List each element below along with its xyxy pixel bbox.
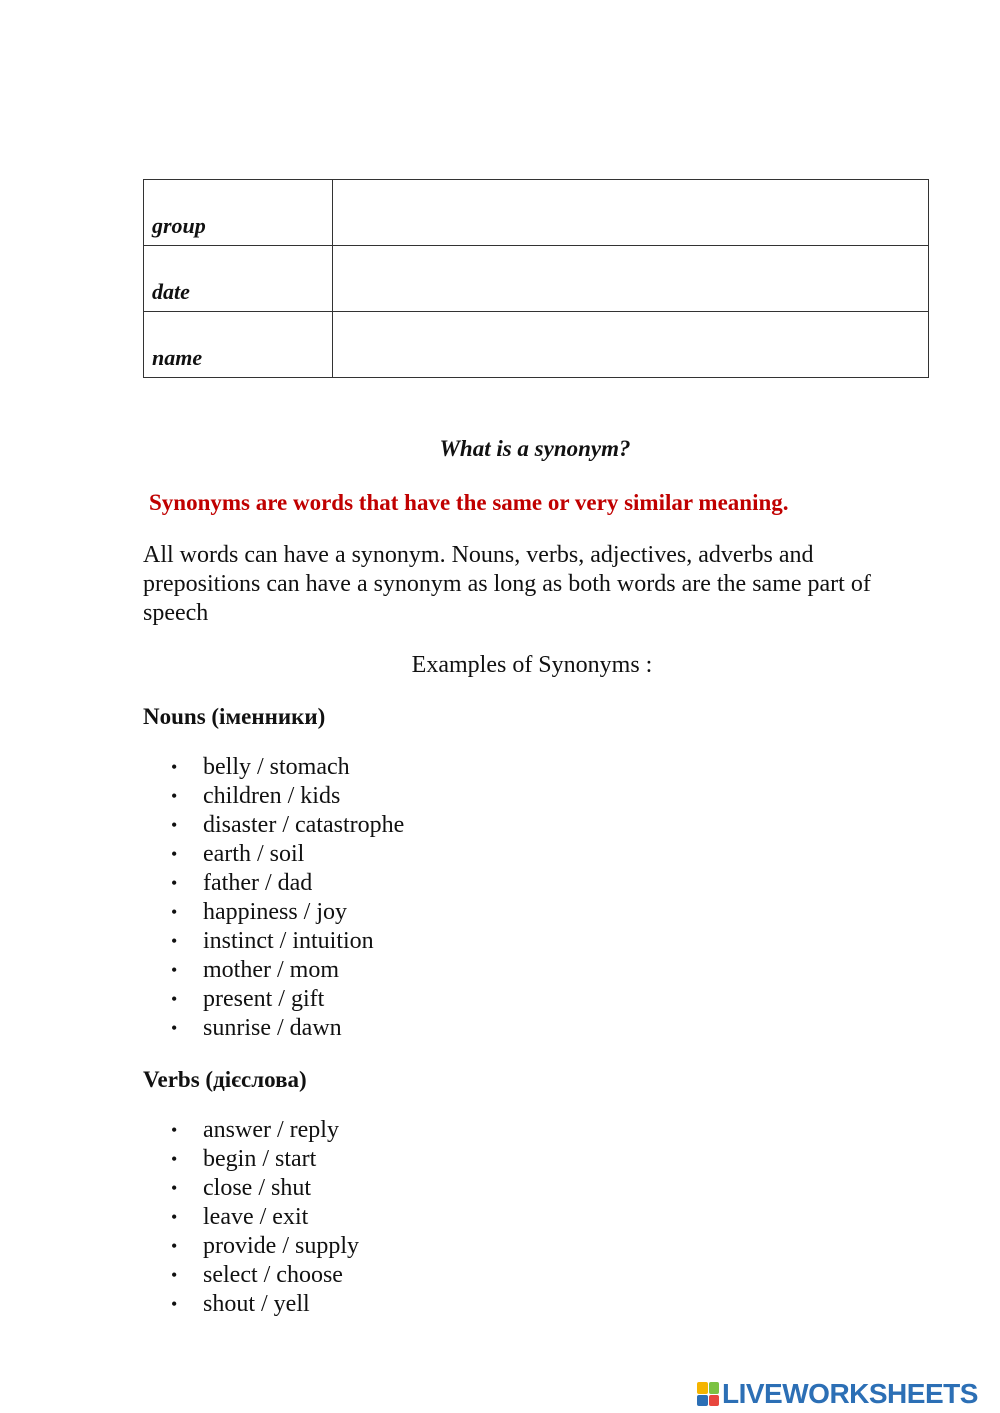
list-item-text: sunrise / dawn: [203, 1015, 342, 1041]
intro-line: speech: [143, 600, 209, 626]
bullet-icon: •: [171, 873, 178, 893]
examples-title: Examples of Synonyms :: [411, 652, 653, 678]
synonym-definition: Synonyms are words that have the same or very similar meaning.: [149, 490, 789, 515]
bullet-icon: •: [171, 844, 178, 864]
bullet-icon: •: [171, 931, 178, 951]
date-field-cell: [333, 246, 929, 312]
list-item: [143, 1261, 359, 1290]
list-item-text: provide / supply: [203, 1233, 359, 1259]
list-item-text: belly / stomach: [203, 754, 350, 780]
list-item: [143, 1014, 404, 1043]
bullet-icon: •: [171, 1294, 178, 1314]
list-item: [143, 1145, 359, 1174]
list-item: [143, 1290, 359, 1319]
date-row: [144, 246, 929, 312]
student-info-table: [143, 179, 929, 378]
liveworksheets-brand: [697, 1378, 978, 1410]
bullet-icon: •: [171, 902, 178, 922]
list-item: [143, 1232, 359, 1261]
group-label: group: [144, 180, 333, 246]
intro-line: All words can have a synonym. Nouns, verbs, adjectives, adverbs and: [143, 542, 814, 568]
question-heading: What is a synonym?: [439, 436, 631, 461]
nouns-heading: Nouns (іменники): [143, 704, 326, 729]
bullet-icon: •: [171, 786, 178, 806]
list-item: [143, 1116, 359, 1145]
list-item: [143, 869, 404, 898]
list-item-text: instinct / intuition: [203, 928, 374, 954]
date-label: date: [144, 246, 333, 312]
bullet-icon: •: [171, 1149, 178, 1169]
date-input[interactable]: [333, 246, 928, 311]
bullet-icon: •: [171, 1120, 178, 1140]
list-item-text: children / kids: [203, 783, 341, 809]
list-item: [143, 782, 404, 811]
name-field-cell: [333, 312, 929, 378]
intro-line: prepositions can have a synonym as long as both words are the same part of: [143, 571, 871, 597]
bullet-icon: •: [171, 815, 178, 835]
bullet-icon: •: [171, 757, 178, 777]
list-item-text: happiness / joy: [203, 899, 347, 925]
name-row: [144, 312, 929, 378]
intro-paragraph: [143, 541, 923, 628]
list-item: [143, 956, 404, 985]
nouns-list: [143, 753, 404, 1043]
list-item-text: select / choose: [203, 1262, 343, 1288]
list-item-text: disaster / catastrophe: [203, 812, 405, 838]
bullet-icon: •: [171, 1236, 178, 1256]
bullet-icon: •: [171, 1178, 178, 1198]
bullet-icon: •: [171, 989, 178, 1009]
list-item-text: answer / reply: [203, 1117, 339, 1143]
list-item: [143, 1203, 359, 1232]
bullet-icon: •: [171, 1018, 178, 1038]
list-item-text: mother / mom: [203, 957, 339, 983]
verbs-list: [143, 1116, 359, 1319]
list-item: [143, 985, 404, 1014]
list-item-text: leave / exit: [203, 1204, 309, 1230]
list-item: [143, 898, 404, 927]
list-item-text: begin / start: [203, 1146, 317, 1172]
group-field-cell: [333, 180, 929, 246]
liveworksheets-logo-icon: [697, 1382, 719, 1406]
bullet-icon: •: [171, 1207, 178, 1227]
list-item-text: father / dad: [203, 870, 313, 896]
list-item-text: earth / soil: [203, 841, 305, 867]
verbs-heading: Verbs (дієслова): [143, 1067, 307, 1092]
list-item-text: close / shut: [203, 1175, 311, 1201]
name-input[interactable]: [333, 312, 928, 377]
group-input[interactable]: [333, 180, 928, 245]
list-item-text: shout / yell: [203, 1291, 310, 1317]
brand-wordmark: LIVEWORKSHEETS: [722, 1378, 978, 1409]
list-item: [143, 840, 404, 869]
list-item: [143, 753, 404, 782]
list-item: [143, 927, 404, 956]
list-item: [143, 811, 404, 840]
list-item-text: present / gift: [203, 986, 325, 1012]
bullet-icon: •: [171, 1265, 178, 1285]
list-item: [143, 1174, 359, 1203]
name-label: name: [144, 312, 333, 378]
group-row: [144, 180, 929, 246]
bullet-icon: •: [171, 960, 178, 980]
